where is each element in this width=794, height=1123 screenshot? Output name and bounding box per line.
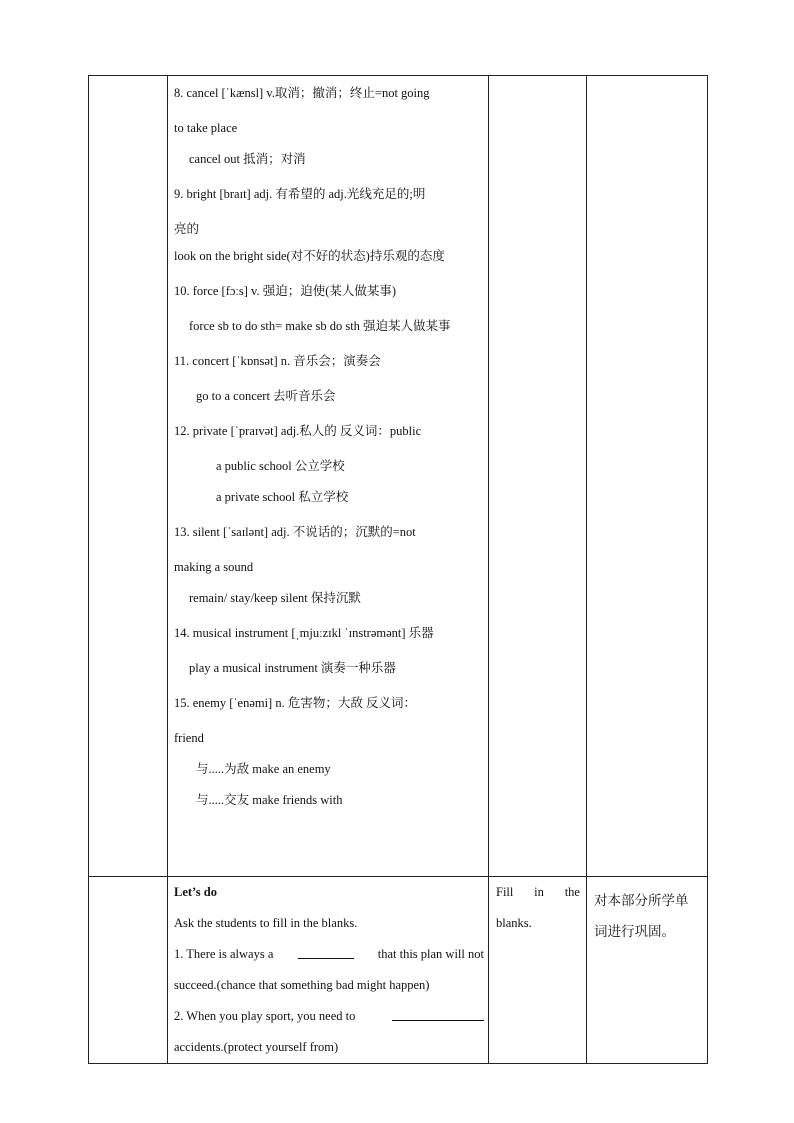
lets-do-instruction: Ask the students to fill in the blanks. — [174, 916, 358, 930]
vocab-phrase-silent: remain/ stay/keep silent 保持沉默 — [189, 591, 361, 605]
student-activity-line-1 — [496, 885, 580, 900]
vocab-entry-bright-cont: 亮的 — [174, 222, 200, 236]
lets-do-row — [89, 877, 708, 1064]
question-2-start: 2. When you play sport, you need to — [174, 1009, 356, 1023]
step-cell — [89, 76, 168, 877]
exercise-question-1 — [174, 947, 484, 962]
vocab-phrase-bright-side: look on the bright side(对不好的状态)持乐观的态度 — [174, 249, 445, 263]
vocab-entry-musical-instrument: 14. musical instrument [ˌmjuːzɪkl ˈɪnstrəmənt] 乐器 — [174, 626, 434, 640]
purpose-cell-empty — [587, 76, 708, 877]
vocabulary-cell — [168, 76, 489, 877]
vocab-phrase-make-friends: 与.....交友 make friends with — [196, 793, 343, 807]
student-activity-cell-empty — [489, 76, 587, 877]
vocab-phrase-concert: go to a concert 去听音乐会 — [196, 389, 336, 403]
vocab-entry-cancel: 8. cancel [ˈkænsl] v.取消；撤消；终止=not going — [174, 86, 430, 100]
student-activity-line-2: blanks. — [496, 916, 532, 930]
answer-blank-1 — [298, 947, 354, 959]
lets-do-title: Let’s do — [174, 885, 217, 899]
lesson-plan-table — [88, 75, 708, 1064]
vocab-entry-cancel-cont: to take place — [174, 121, 238, 135]
activity-word-the: the — [564, 885, 580, 899]
vocab-entry-enemy: 15. enemy [ˈenəmi] n. 危害物；大敌 反义词： — [174, 696, 416, 710]
lets-do-cell — [168, 877, 489, 1064]
step-cell-2 — [89, 877, 168, 1064]
question-1-end: that this plan will not — [377, 947, 484, 961]
question-1-start: 1. There is always a — [174, 947, 274, 961]
vocab-entry-silent: 13. silent [ˈsaɪlənt] adj. 不说话的；沉默的=not — [174, 525, 416, 539]
vocab-phrase-make-enemy: 与.....为敌 make an enemy — [196, 762, 331, 776]
vocab-phrase-public-school: a public school 公立学校 — [216, 459, 345, 473]
vocab-phrase-private-school: a private school 私立学校 — [216, 490, 349, 504]
vocab-phrase-instrument: play a musical instrument 演奏一种乐器 — [189, 661, 396, 675]
vocab-entry-concert: 11. concert [ˈkɒnsət] n. 音乐会；演奏会 — [174, 354, 381, 368]
purpose-line-1: 对本部分所学单 — [594, 893, 689, 908]
vocab-entry-private: 12. private [ˈpraɪvət] adj.私人的 反义词：public — [174, 424, 422, 438]
vocab-entry-bright: 9. bright [braɪt] adj. 有希望的 adj.光线充足的;明 — [174, 187, 426, 201]
purpose-cell — [587, 877, 708, 1064]
answer-blank-2 — [392, 1009, 484, 1021]
activity-word-in: in — [534, 885, 544, 899]
vocab-entry-enemy-cont: friend — [174, 731, 204, 745]
vocab-phrase-force: force sb to do sth= make sb do sth 强迫某人做某事 — [189, 319, 451, 333]
question-1-hint: succeed.(chance that something bad might happen) — [174, 978, 430, 992]
vocabulary-row — [89, 76, 708, 877]
student-activity-cell — [489, 877, 587, 1064]
activity-word-fill: Fill — [496, 885, 514, 899]
vocab-entry-silent-cont: making a sound — [174, 560, 254, 574]
exercise-question-2 — [174, 1009, 484, 1024]
purpose-line-2: 词进行巩固。 — [594, 924, 675, 939]
vocab-entry-force: 10. force [fɔːs] v. 强迫；迫使(某人做某事) — [174, 284, 397, 298]
vocab-phrase-cancel-out: cancel out 抵消；对消 — [189, 152, 306, 166]
question-2-hint: accidents.(protect yourself from) — [174, 1040, 339, 1054]
